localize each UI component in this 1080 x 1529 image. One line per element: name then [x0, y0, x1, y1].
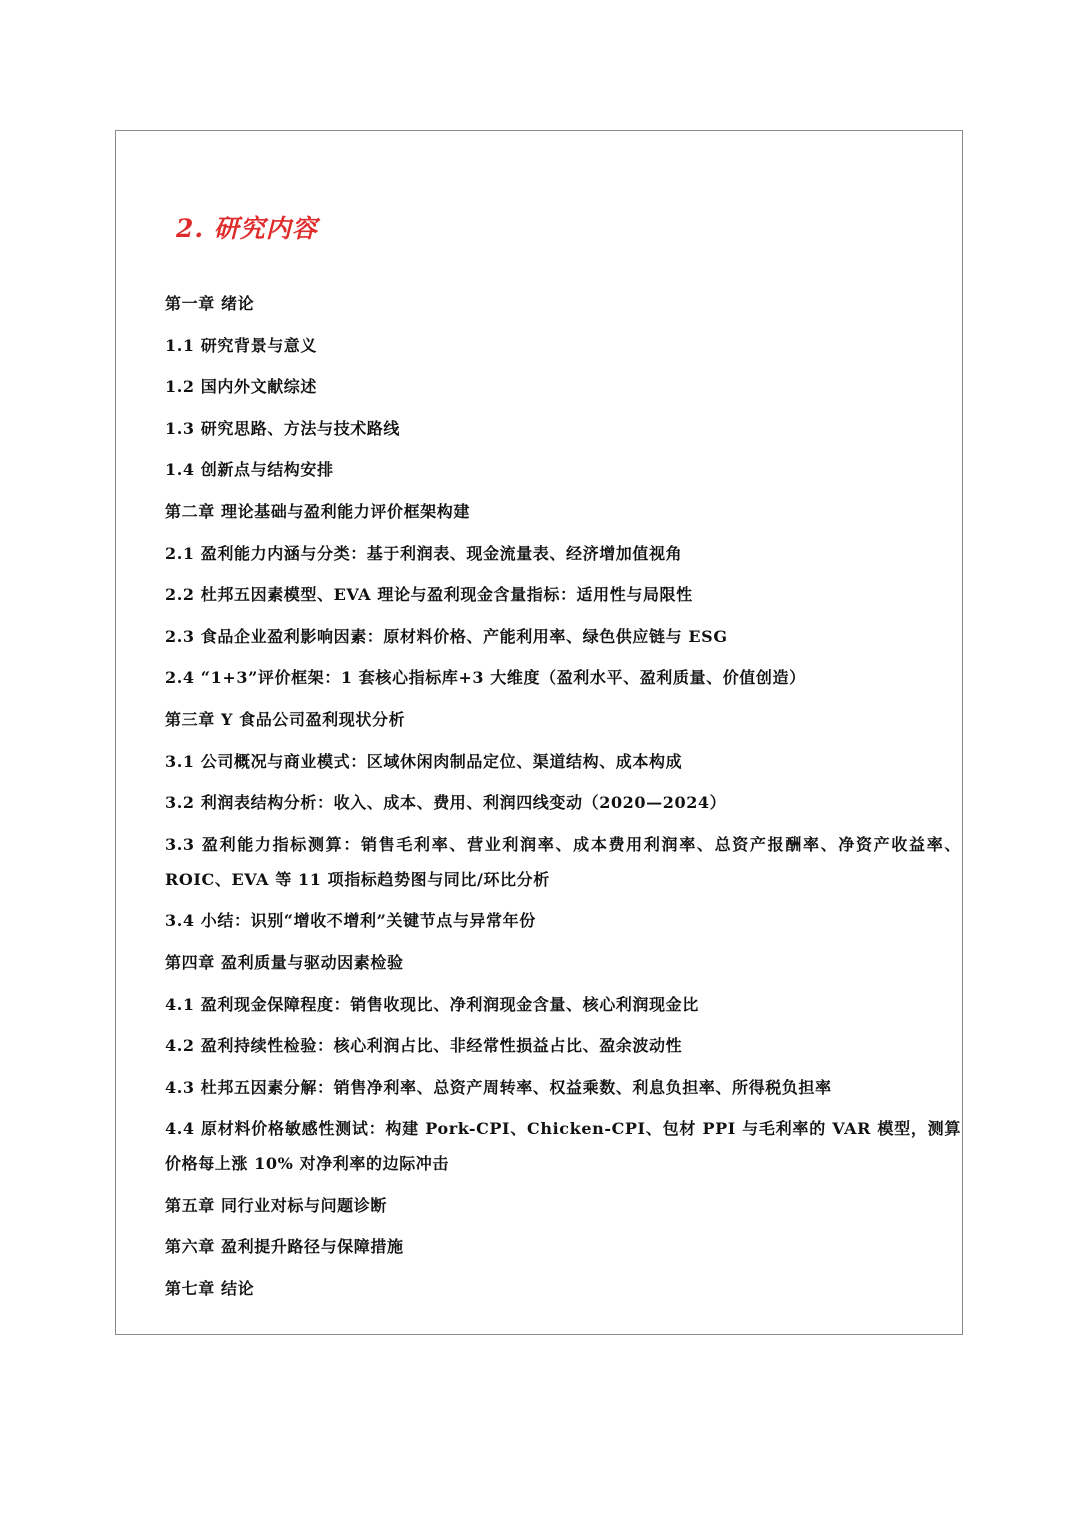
- toc-item-3-3: 3.3 盈利能力指标测算：销售毛利率、营业利润率、成本费用利润率、总资产报酬率、净资产收益率、ROIC、EVA 等 11 项指标趋势图与同比/环比分析: [165, 834, 961, 889]
- toc-item-4-4: 4.4 原材料价格敏感性测试：构建 Pork-CPI、Chicken-CPI、包材 PPI 与毛利率的 VAR 模型，测算价格每上涨 10% 对净利率的边际冲击: [165, 1119, 961, 1174]
- document-frame: [115, 130, 963, 1335]
- toc-item-4-1: 4.1 盈利现金保障程度：销售收现比、净利润现金含量、核心利润现金比: [165, 994, 699, 1014]
- toc-item-1-2: 1.2 国内外文献综述: [165, 377, 318, 397]
- toc-item-3-1: 3.1 公司概况与商业模式：区域休闲肉制品定位、渠道结构、成本构成: [165, 751, 683, 771]
- toc-item-1-3: 1.3 研究思路、方法与技术路线: [165, 418, 401, 438]
- toc-item-2-4: 2.4 “1+3”评价框架：1 套核心指标库+3 大维度（盈利水平、盈利质量、价值创造）: [165, 668, 806, 688]
- toc-item-2-1: 2.1 盈利能力内涵与分类：基于利润表、现金流量表、经济增加值视角: [165, 543, 683, 563]
- toc-chapter-1: 第一章 绪论: [165, 294, 255, 313]
- toc-chapter-6: 第六章 盈利提升路径与保障措施: [165, 1237, 404, 1257]
- toc-item-2-3: 2.3 食品企业盈利影响因素：原材料价格、产能利用率、绿色供应链与 ESG: [165, 626, 728, 646]
- toc-chapter-3: 第三章 Y 食品公司盈利现状分析: [165, 709, 406, 729]
- table-of-contents: [165, 286, 961, 1313]
- toc-item-4-3: 4.3 杜邦五因素分解：销售净利率、总资产周转率、权益乘数、利息负担率、所得税负担率: [165, 1077, 832, 1097]
- toc-item-3-2: 3.2 利润表结构分析：收入、成本、费用、利润四线变动（2020—2024）: [165, 793, 727, 813]
- section-title: 2. 研究内容: [176, 214, 318, 243]
- toc-chapter-4: 第四章 盈利质量与驱动因素检验: [165, 952, 404, 972]
- toc-chapter-5: 第五章 同行业对标与问题诊断: [165, 1195, 387, 1215]
- toc-item-4-2: 4.2 盈利持续性检验：核心利润占比、非经常性损益占比、盈余波动性: [165, 1036, 683, 1056]
- toc-item-1-1: 1.1 研究背景与意义: [165, 335, 318, 355]
- toc-item-3-4: 3.4 小结：识别“增收不增利”关键节点与异常年份: [165, 911, 536, 931]
- toc-chapter-2: 第二章 理论基础与盈利能力评价框架构建: [165, 501, 470, 521]
- toc-chapter-7: 第七章 结论: [165, 1279, 255, 1299]
- toc-item-2-2: 2.2 杜邦五因素模型、EVA 理论与盈利现金含量指标：适用性与局限性: [165, 585, 693, 605]
- toc-item-1-4: 1.4 创新点与结构安排: [165, 460, 334, 480]
